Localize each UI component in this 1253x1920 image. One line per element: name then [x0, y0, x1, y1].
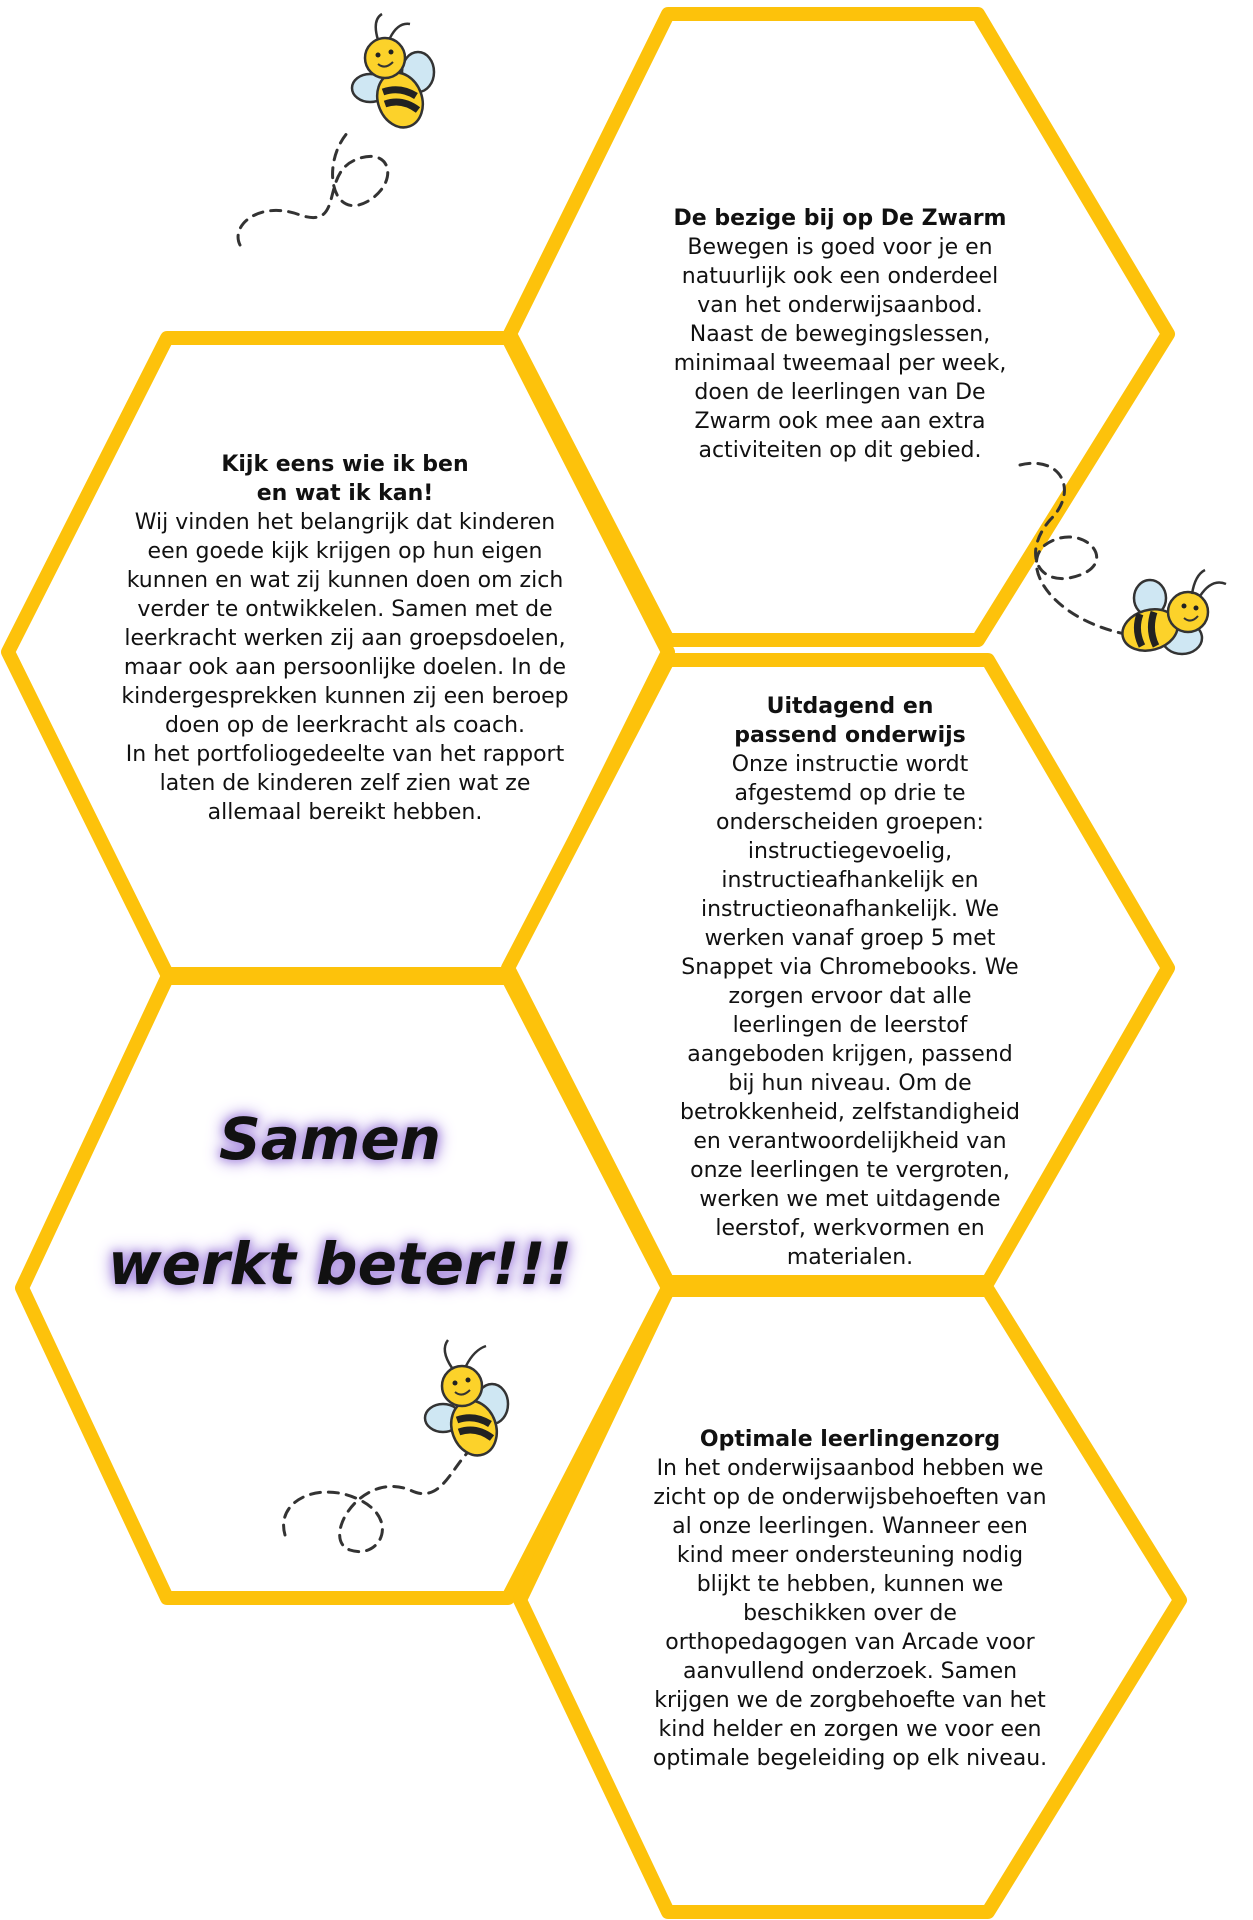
uitdagend-line: onderscheiden groepen: [716, 810, 984, 835]
uitdagend-line: leerstof, werkvormen en [715, 1216, 985, 1241]
uitdagend-line: Onze instructie wordt [731, 752, 969, 777]
uitdagend-line: instructieafhankelijk en [721, 868, 979, 893]
bezige-bij-line: minimaal tweemaal per week, [673, 351, 1007, 376]
uitdagend-text [630, 692, 1070, 1272]
zorg-line: beschikken over de [743, 1601, 957, 1626]
bezige-bij-line: Naast de bewegingslessen, [689, 322, 991, 347]
zorg-line: kind meer ondersteuning nodig [676, 1543, 1024, 1568]
uitdagend-line: werken vanaf groep 5 met [704, 926, 996, 951]
kijk-eens-text [60, 450, 630, 827]
kijk-eens-line: een goede kijk krijgen op hun eigen [147, 539, 543, 564]
uitdagend-line: leerlingen de leerstof [732, 1013, 968, 1038]
kijk-eens-title: en wat ik kan! [256, 481, 434, 506]
bezige-bij-line: Zwarm ook mee aan extra [694, 409, 986, 434]
uitdagend-line: afgestemd op drie te [734, 781, 966, 806]
zorg-line: orthopedagogen van Arcade voor [665, 1630, 1035, 1655]
kijk-eens-title: Kijk eens wie ik ben [221, 452, 469, 477]
uitdagend-line: zorgen ervoor dat alle [728, 984, 972, 1009]
uitdagend-line: aangeboden krijgen, passend [687, 1042, 1013, 1067]
kijk-eens-line: leerkracht werken zij aan groepsdoelen, [124, 626, 566, 651]
bee-illustration-top [238, 14, 434, 245]
slogan-line-2: werkt beter!!! [108, 1230, 572, 1298]
kijk-eens-line: doen op de leerkracht als coach. [164, 713, 526, 738]
slogan-line-1: Samen [219, 1105, 441, 1173]
kijk-eens-line: In het portfoliogedeelte van het rapport [125, 742, 565, 767]
bezige-bij-line: van het onderwijsaanbod. [697, 293, 983, 318]
kijk-eens-line: allemaal bereikt hebben. [207, 800, 483, 825]
kijk-eens-line: kindergesprekken kunnen zij een beroep [121, 684, 569, 709]
uitdagend-line: werken we met uitdagende [699, 1187, 1001, 1212]
kijk-eens-line: kunnen en wat zij kunnen doen om zich [126, 568, 564, 593]
uitdagend-title: Uitdagend en [766, 694, 934, 719]
uitdagend-line: bij hun niveau. Om de [728, 1071, 972, 1096]
uitdagend-line: Snappet via Chromebooks. We [681, 955, 1019, 980]
bezige-bij-line: activiteiten op dit gebied. [698, 438, 982, 463]
uitdagend-line: onze leerlingen te vergroten, [690, 1158, 1010, 1183]
uitdagend-line: materialen. [786, 1245, 914, 1270]
zorg-line: optimale begeleiding op elk niveau. [652, 1746, 1048, 1771]
uitdagend-line: betrokkenheid, zelfstandigheid [680, 1100, 1020, 1125]
zorg-line: kind helder en zorgen we voor een [658, 1717, 1042, 1742]
uitdagend-title: passend onderwijs [734, 723, 966, 748]
zorg-line: al onze leerlingen. Wanneer een [672, 1514, 1028, 1539]
uitdagend-line: instructiegevoelig, [747, 839, 953, 864]
bezige-bij-title: De bezige bij op De Zwarm [673, 206, 1007, 231]
zorg-line: In het onderwijsaanbod hebben we [656, 1456, 1044, 1481]
kijk-eens-line: maar ook aan persoonlijke doelen. In de [123, 655, 567, 680]
bezige-bij-line: Bewegen is goed voor je en [687, 235, 993, 260]
zorg-line: zicht op de onderwijsbehoeften van [653, 1485, 1047, 1510]
bezige-bij-text [620, 204, 1060, 465]
zorg-line: aanvullend onderzoek. Samen [682, 1659, 1018, 1684]
bezige-bij-line: doen de leerlingen van De [694, 380, 986, 405]
zorg-line: blijkt te hebben, kunnen we [696, 1572, 1004, 1597]
uitdagend-line: instructieonafhankelijk. We [700, 897, 1000, 922]
kijk-eens-line: verder te ontwikkelen. Samen met de [137, 597, 553, 622]
zorg-line: krijgen we de zorgbehoefte van het [654, 1688, 1046, 1713]
uitdagend-line: en verantwoordelijkheid van [693, 1129, 1007, 1154]
kijk-eens-line: laten de kinderen zelf zien wat ze [159, 771, 531, 796]
kijk-eens-line: Wij vinden het belangrijk dat kinderen [134, 510, 556, 535]
zorg-text [600, 1425, 1100, 1773]
zorg-title: Optimale leerlingenzorg [699, 1427, 1001, 1452]
bezige-bij-line: natuurlijk ook een onderdeel [681, 264, 999, 289]
